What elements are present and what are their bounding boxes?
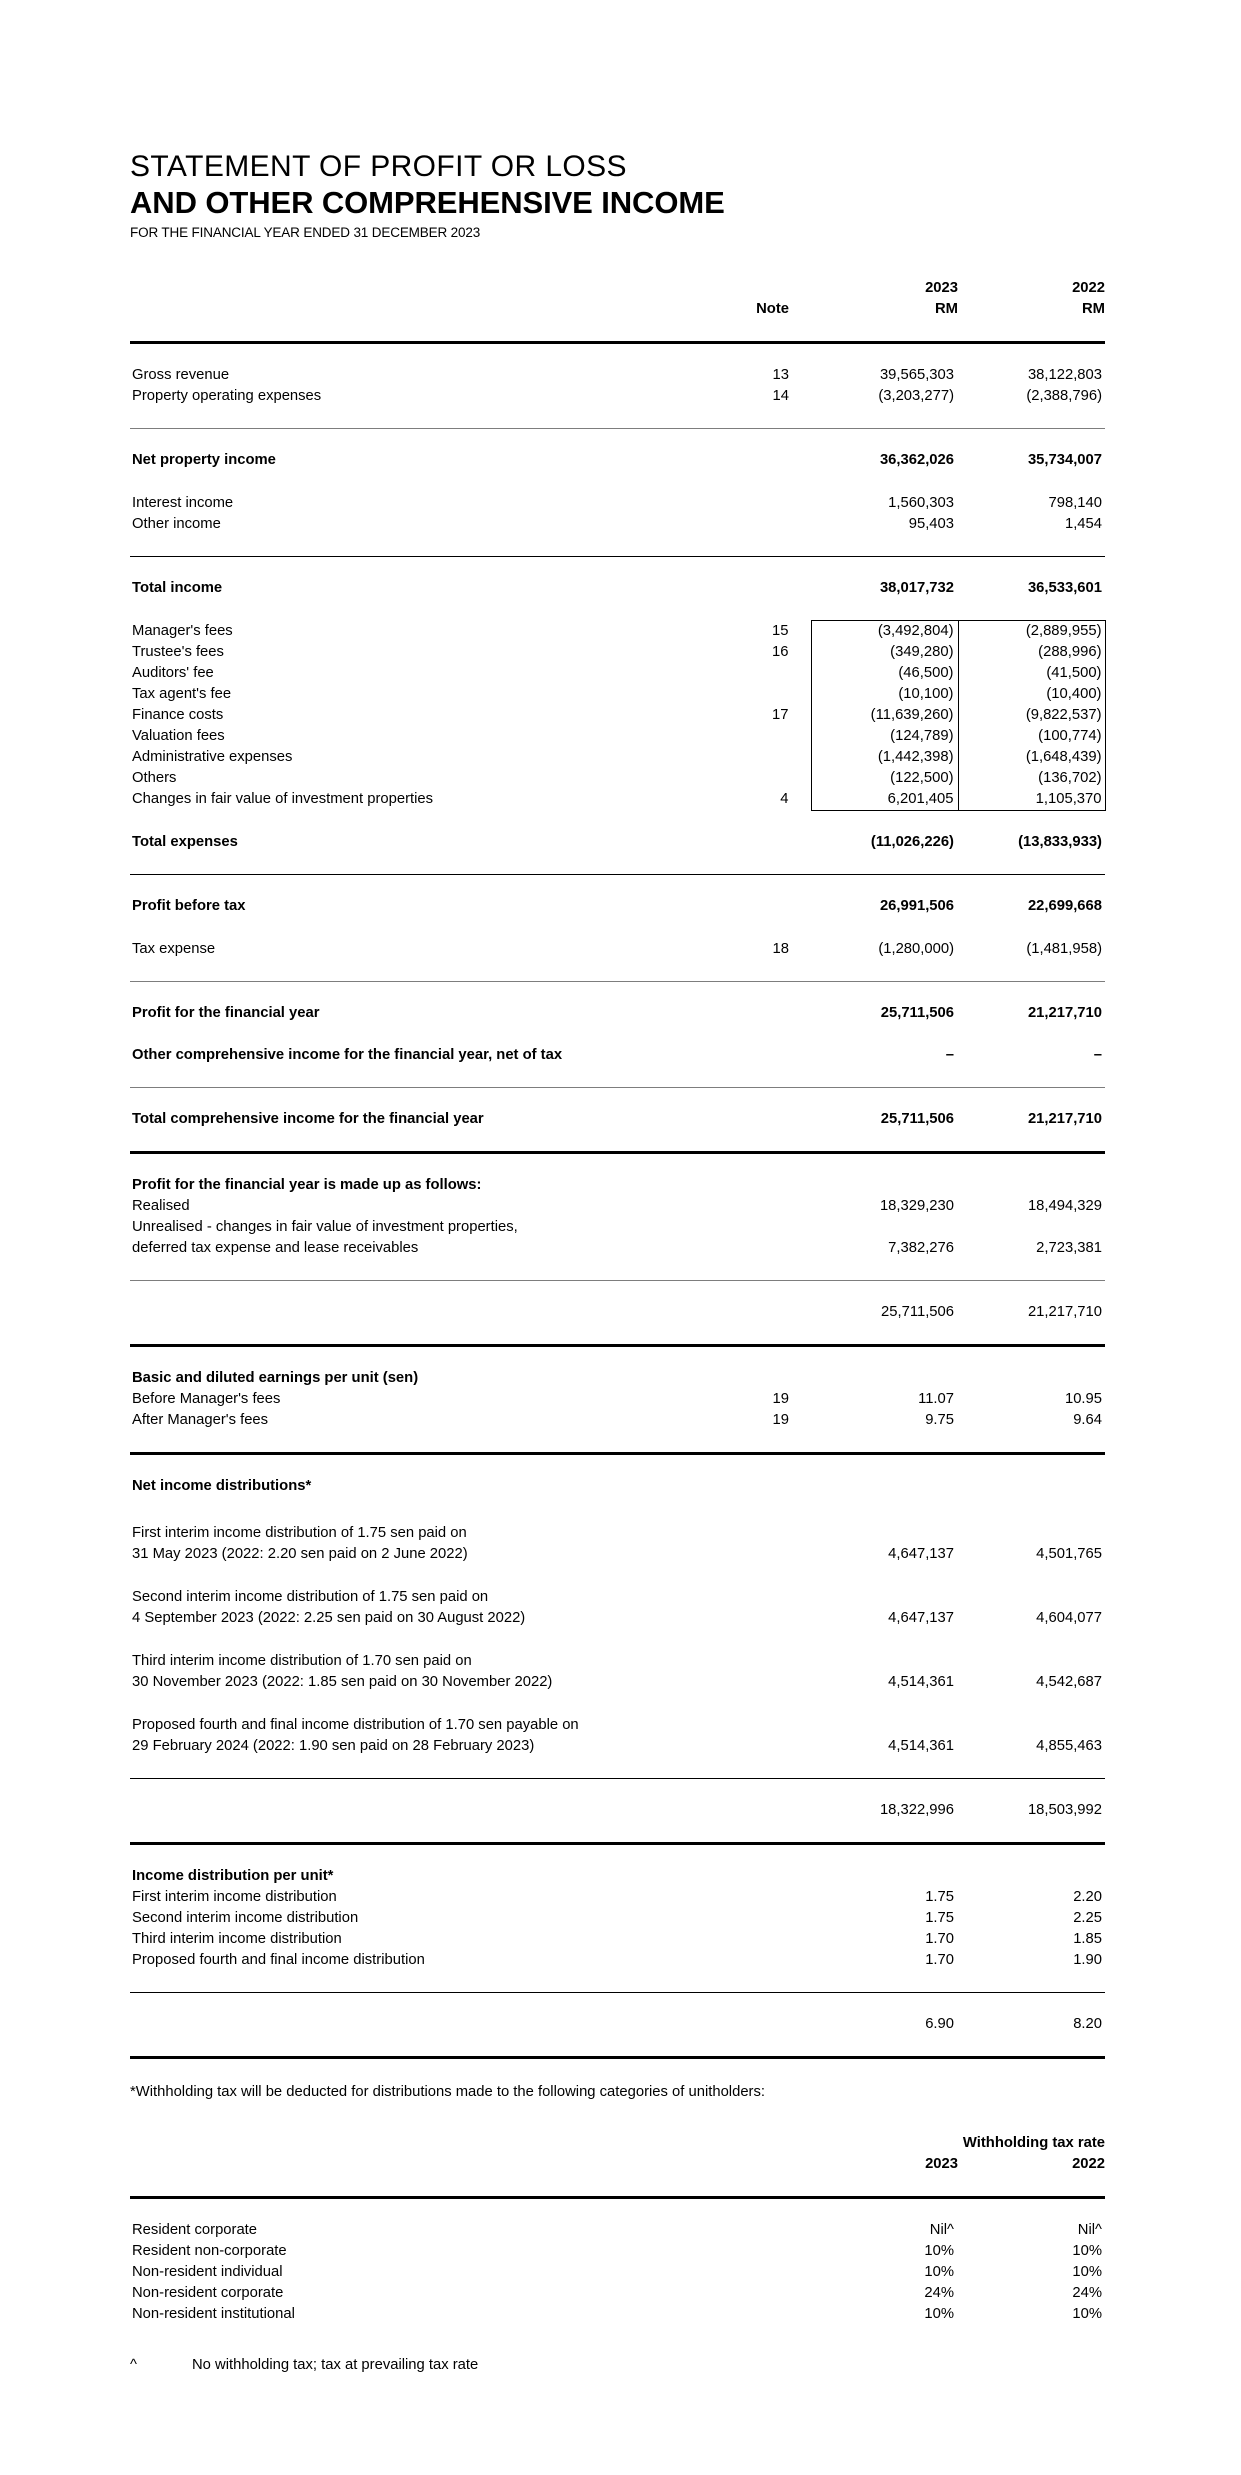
row-label: Manager's fees (132, 622, 233, 639)
row-value-2022: (136,702) (958, 768, 1105, 789)
row-value-2022: 21,217,710 (1027, 1110, 1102, 1127)
table-row (130, 1217, 1105, 1238)
row-label: Tax expense (132, 940, 216, 957)
table-row (130, 1410, 1105, 1431)
row-value-2022: 35,734,007 (1027, 451, 1102, 468)
distribution-line1: Proposed fourth and final income distribution of 1.70 sen payable on (132, 1716, 579, 1733)
table-row (130, 642, 1105, 663)
row-value-2023: (349,280) (811, 642, 958, 663)
withholding-header-title-row (130, 2133, 1105, 2154)
row-value-2023: 95,403 (908, 515, 954, 532)
withholding-year-2023: 2023 (925, 2155, 958, 2172)
row-value-2022: (2,388,796) (1026, 387, 1102, 404)
row-value-2022: (2,889,955) (958, 620, 1105, 642)
withholding-value-2023: 10% (924, 2305, 954, 2322)
row-value-2022: 1,454 (1064, 515, 1102, 532)
distribution-line2: 30 November 2023 (2022: 1.85 sen paid on 30 November 2022) (132, 1673, 553, 1690)
page-subtitle: FOR THE FINANCIAL YEAR ENDED 31 DECEMBER 2023 (130, 224, 481, 240)
row-note: 15 (772, 622, 789, 639)
page-title-line1: STATEMENT OF PROFIT OR LOSS (130, 150, 627, 183)
distribution-value-2023: 4,647,137 (888, 1545, 954, 1562)
row-note (691, 832, 811, 853)
withholding-value-2022: 10% (1072, 2305, 1102, 2322)
dpu-value-2023: 1.70 (925, 1930, 954, 1947)
row-value-2023: 25,711,506 (881, 1303, 954, 1320)
row-value-2022: 18,494,329 (1027, 1197, 1102, 1214)
row-label: Profit for the financial year (132, 1004, 320, 1021)
table-row (130, 747, 1105, 768)
table-row (130, 365, 1105, 386)
distribution-value-2022: 4,604,077 (1036, 1609, 1102, 1626)
page-title-line2: AND OTHER COMPREHENSIVE INCOME (130, 184, 725, 220)
eps-heading: Basic and diluted earnings per unit (sen) (132, 1369, 419, 1386)
row-value-2023: 26,991,506 (879, 897, 954, 914)
row-label: Before Manager's fees (132, 1390, 281, 1407)
row-value-2023: 36,362,026 (879, 451, 954, 468)
list-item (130, 1887, 1105, 1908)
row-label: Other income (132, 515, 221, 532)
row-value-2023: 25,711,506 (880, 1110, 954, 1127)
row-value-2022: 10.95 (1064, 1390, 1102, 1407)
row-value-2022: (288,996) (958, 642, 1105, 663)
dpu-total-2022: 8.20 (1073, 2015, 1102, 2032)
eps-heading-row (130, 1368, 1105, 1389)
table-row (130, 705, 1105, 726)
row-note: 17 (772, 706, 789, 723)
table-row (130, 1109, 1105, 1130)
row-note (691, 684, 811, 705)
list-item (130, 1672, 1105, 1693)
withholding-value-2022: Nil^ (1077, 2221, 1102, 2238)
row-value-2023: (124,789) (811, 726, 958, 747)
column-header-units (130, 299, 1105, 320)
row-note: 18 (772, 940, 789, 957)
table-row (130, 1196, 1105, 1217)
column-header-years (130, 278, 1105, 299)
withholding-year-2022: 2022 (1072, 2155, 1105, 2172)
list-item (130, 1908, 1105, 1929)
withholding-rate-title: Withholding tax rate (962, 2134, 1105, 2151)
table-row (130, 2241, 1105, 2262)
row-value-2022: 21,217,710 (1027, 1303, 1102, 1320)
row-value-2022: (41,500) (958, 663, 1105, 684)
row-value-2022: (1,481,958) (1026, 940, 1102, 957)
withholding-value-2022: 10% (1072, 2263, 1102, 2280)
row-note (691, 450, 811, 471)
row-value-2023: 38,017,732 (879, 579, 954, 596)
withholding-table (130, 2133, 1105, 2325)
table-row (130, 726, 1105, 747)
row-value-2022: 36,533,601 (1027, 579, 1102, 596)
dpu-heading: Income distribution per unit* (132, 1867, 334, 1884)
row-label: Trustee's fees (132, 643, 224, 660)
withholding-value-2022: 24% (1072, 2284, 1102, 2301)
distributions-total-2022: 18,503,992 (1027, 1801, 1102, 1818)
row-note: 19 (772, 1390, 789, 1407)
list-item (130, 1608, 1105, 1629)
row-label: Others (132, 769, 177, 786)
row-value-2023: 18,329,230 (879, 1197, 954, 1214)
row-value-2023: (11,639,260) (811, 705, 958, 726)
row-value-2022: (100,774) (958, 726, 1105, 747)
header-year-2022: 2022 (1072, 279, 1105, 296)
row-note (691, 1045, 811, 1066)
row-value-2022: (1,648,439) (958, 747, 1105, 768)
distribution-value-2023: 4,514,361 (888, 1673, 954, 1690)
header-currency-2023: RM (934, 300, 958, 317)
row-label: After Manager's fees (132, 1411, 269, 1428)
header-currency-2022: RM (1081, 300, 1105, 317)
row-note (691, 1109, 811, 1130)
row-value-2022: 1,105,370 (958, 789, 1105, 811)
dpu-value-2022: 1.85 (1073, 1930, 1102, 1947)
list-item (130, 1929, 1105, 1950)
row-label: Other comprehensive income for the financial year, net of tax (132, 1046, 563, 1063)
list-item (130, 1715, 1105, 1736)
row-note (691, 768, 811, 789)
footnote-marker: ^ (130, 2356, 137, 2373)
row-label: Finance costs (132, 706, 224, 723)
row-value-2023: 6,201,405 (811, 789, 958, 811)
row-value-2022: (9,822,537) (958, 705, 1105, 726)
table-row (130, 896, 1105, 917)
row-value-2023: 1,560,303 (888, 494, 954, 511)
distribution-value-2023: 4,514,361 (888, 1737, 954, 1754)
row-value-2023: 25,711,506 (880, 1004, 954, 1021)
footnote-text: No withholding tax; tax at prevailing tax rate (192, 2356, 479, 2373)
row-label: Valuation fees (132, 727, 225, 744)
row-label: Auditors' fee (132, 664, 214, 681)
dpu-label: Third interim income distribution (132, 1930, 342, 1947)
list-item (130, 1651, 1105, 1672)
table-row (130, 1045, 1105, 1066)
row-label-line2: deferred tax expense and lease receivables (132, 1239, 419, 1256)
table-row (130, 1238, 1105, 1259)
table-row (130, 578, 1105, 599)
distribution-line1: Second interim income distribution of 1.75 sen paid on (132, 1588, 489, 1605)
row-note: 13 (772, 366, 789, 383)
dpu-value-2023: 1.75 (925, 1888, 954, 1905)
row-note (691, 747, 811, 768)
distribution-value-2022: 4,855,463 (1036, 1737, 1102, 1754)
distribution-line2: 4 September 2023 (2022: 2.25 sen paid on 30 August 2022) (132, 1609, 526, 1626)
distribution-value-2022: 4,542,687 (1036, 1673, 1102, 1690)
row-note (691, 726, 811, 747)
footnote (130, 2355, 1105, 2376)
withholding-label: Non-resident corporate (132, 2284, 284, 2301)
row-value-2022: 38,122,803 (1027, 366, 1102, 383)
row-value-2023: (3,492,804) (811, 620, 958, 642)
withholding-value-2023: 24% (924, 2284, 954, 2301)
list-item (130, 1736, 1105, 1757)
row-label-line1: Unrealised - changes in fair value of investment properties, (132, 1218, 518, 1235)
table-row (130, 1302, 1105, 1323)
row-value-2022: 798,140 (1048, 494, 1102, 511)
row-note: 16 (772, 643, 789, 660)
row-note: 19 (772, 1411, 789, 1428)
made-up-heading-row (130, 1175, 1105, 1196)
row-value-2023: 11.07 (918, 1390, 954, 1407)
page-content (130, 150, 1105, 2376)
row-label: Gross revenue (132, 366, 230, 383)
table-row (130, 939, 1105, 960)
dpu-value-2023: 1.70 (925, 1951, 954, 1968)
withholding-value-2022: 10% (1072, 2242, 1102, 2259)
row-label: Total expenses (132, 833, 238, 850)
row-label: Interest income (132, 494, 234, 511)
dpu-label: First interim income distribution (132, 1888, 337, 1905)
list-item (130, 1950, 1105, 1971)
row-label: Property operating expenses (132, 387, 322, 404)
row-value-2022: (10,400) (958, 684, 1105, 705)
row-label: Net property income (132, 451, 276, 468)
table-row (130, 684, 1105, 705)
dpu-label: Second interim income distribution (132, 1909, 359, 1926)
row-value-2023: (1,442,398) (811, 747, 958, 768)
table-row (130, 768, 1105, 789)
row-value-2022: (13,833,933) (1018, 833, 1102, 850)
row-note (691, 896, 811, 917)
row-note (691, 1003, 811, 1024)
row-value-2023: 9.75 (925, 1411, 954, 1428)
distributions-heading-row (130, 1476, 1105, 1497)
distribution-value-2023: 4,647,137 (888, 1609, 954, 1626)
dpu-label: Proposed fourth and final income distribution (132, 1951, 425, 1968)
dpu-value-2022: 2.25 (1073, 1909, 1102, 1926)
row-note (691, 493, 811, 514)
row-note: 4 (780, 791, 789, 808)
dpu-value-2022: 2.20 (1073, 1888, 1102, 1905)
table-row (130, 2304, 1105, 2325)
distribution-line2: 29 February 2024 (2022: 1.90 sen paid on 28 February 2023) (132, 1737, 535, 1754)
list-item (130, 1587, 1105, 1608)
row-value-2023: (11,026,226) (870, 833, 954, 850)
table-row (130, 620, 1105, 642)
list-item (130, 1523, 1105, 1544)
row-note (691, 578, 811, 599)
row-value-2023: (1,280,000) (878, 940, 954, 957)
dpu-value-2023: 1.75 (925, 1909, 954, 1926)
withholding-label: Resident non-corporate (132, 2242, 287, 2259)
row-value-2023: – (945, 1046, 954, 1063)
table-row (130, 663, 1105, 684)
dpu-total-2023: 6.90 (925, 2015, 954, 2032)
row-note: 14 (772, 387, 789, 404)
table-row (130, 386, 1105, 407)
row-value-2022: 2,723,381 (1036, 1239, 1102, 1256)
list-item (130, 1544, 1105, 1565)
row-value-2023: (3,203,277) (878, 387, 954, 404)
distribution-line1: First interim income distribution of 1.75 sen paid on (132, 1524, 467, 1541)
withholding-label: Non-resident individual (132, 2263, 283, 2280)
header-note: Note (756, 300, 789, 317)
table-row (130, 493, 1105, 514)
dpu-value-2022: 1.90 (1073, 1951, 1102, 1968)
row-value-2022: 22,699,668 (1027, 897, 1102, 914)
row-label: Realised (132, 1197, 190, 1214)
table-row (130, 2283, 1105, 2304)
table-row (130, 1389, 1105, 1410)
row-value-2022: 9.64 (1073, 1411, 1102, 1428)
table-row (130, 450, 1105, 471)
withholding-value-2023: Nil^ (929, 2221, 954, 2238)
distribution-line1: Third interim income distribution of 1.70 sen paid on (132, 1652, 472, 1669)
distribution-value-2022: 4,501,765 (1036, 1545, 1102, 1562)
row-value-2023: (122,500) (811, 768, 958, 789)
withholding-label: Resident corporate (132, 2221, 258, 2238)
table-row (130, 789, 1105, 811)
row-label: Tax agent's fee (132, 685, 232, 702)
row-label: Total comprehensive income for the financial year (132, 1110, 484, 1127)
distribution-line2: 31 May 2023 (2022: 2.20 sen paid on 2 June 2022) (132, 1545, 468, 1562)
table-row (130, 514, 1105, 535)
distributions-total-2023: 18,322,996 (879, 1801, 954, 1818)
table-row (130, 2220, 1105, 2241)
table-row (130, 832, 1105, 853)
row-label: Administrative expenses (132, 748, 293, 765)
dpu-heading-row (130, 1866, 1105, 1887)
table-row (130, 1800, 1105, 1821)
withholding-header-years-row (130, 2154, 1105, 2175)
statement-table (130, 278, 1106, 2080)
row-value-2023: (10,100) (811, 684, 958, 705)
header-year-2023: 2023 (925, 279, 958, 296)
row-label: Total income (132, 579, 223, 596)
row-note (691, 663, 811, 684)
withholding-note: *Withholding tax will be deducted for distributions made to the following categories of unitholders: (130, 2083, 765, 2100)
table-row (130, 1003, 1105, 1024)
row-label: Profit before tax (132, 897, 246, 914)
table-row (130, 2262, 1105, 2283)
made-up-heading: Profit for the financial year is made up as follows: (132, 1176, 482, 1193)
row-note (691, 514, 811, 535)
row-label: Changes in fair value of investment properties (132, 791, 434, 808)
withholding-label: Non-resident institutional (132, 2305, 295, 2322)
row-value-2022: 21,217,710 (1027, 1004, 1102, 1021)
table-row (130, 2014, 1105, 2035)
row-value-2022: – (1093, 1046, 1102, 1063)
page-header (130, 150, 1105, 240)
withholding-value-2023: 10% (924, 2263, 954, 2280)
row-value-2023: 7,382,276 (888, 1239, 954, 1256)
distributions-heading: Net income distributions* (132, 1477, 312, 1494)
row-value-2023: (46,500) (811, 663, 958, 684)
row-value-2023: 39,565,303 (879, 366, 954, 383)
withholding-value-2023: 10% (924, 2242, 954, 2259)
